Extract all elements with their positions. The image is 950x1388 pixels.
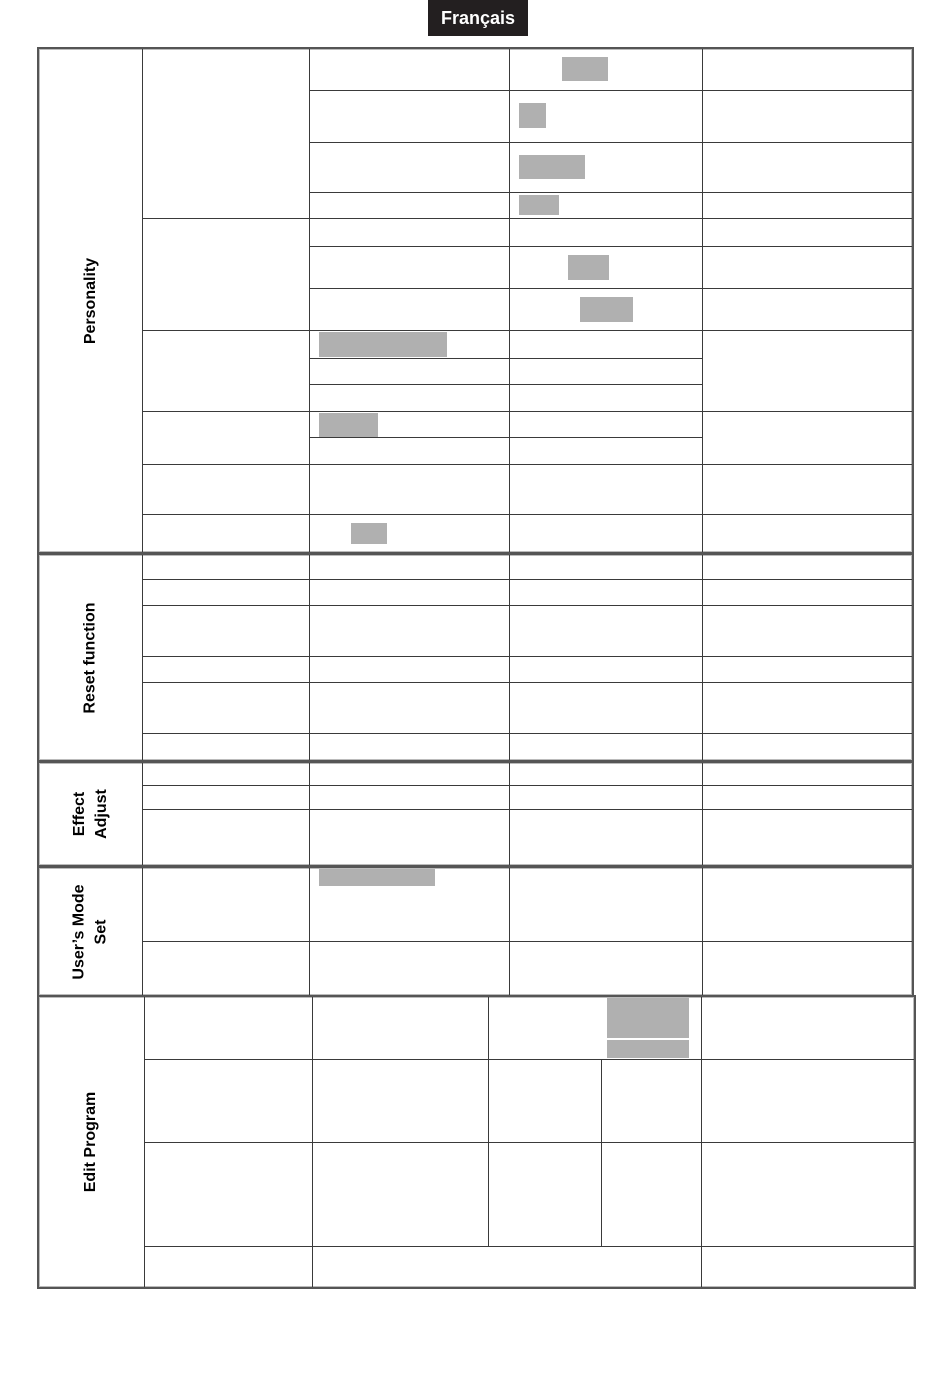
section-label-effect-adjust: Effect Adjust bbox=[71, 789, 110, 839]
row-divider bbox=[310, 437, 703, 438]
redaction-block bbox=[519, 103, 546, 128]
users-mode-set-table bbox=[37, 866, 914, 997]
row-divider bbox=[143, 514, 912, 515]
row-divider bbox=[143, 809, 912, 810]
row-divider bbox=[143, 605, 912, 606]
section-label-edit-program: Edit Program bbox=[82, 1091, 99, 1193]
col-divider bbox=[509, 555, 510, 760]
col-divider bbox=[142, 763, 143, 865]
col-divider bbox=[509, 49, 510, 552]
col-divider bbox=[309, 763, 310, 865]
col-divider bbox=[702, 49, 703, 552]
row-divider bbox=[143, 579, 912, 580]
row-divider bbox=[145, 1246, 914, 1247]
row-divider bbox=[143, 785, 912, 786]
col-divider bbox=[601, 1059, 602, 1246]
col-divider bbox=[142, 49, 143, 552]
redaction-block bbox=[568, 255, 609, 280]
redaction-block bbox=[519, 195, 559, 215]
section-label-users-mode: User’s Mode Set bbox=[70, 883, 110, 980]
row-divider bbox=[143, 411, 912, 412]
redaction-block bbox=[319, 332, 447, 357]
language-label: Français bbox=[440, 7, 516, 28]
col-divider bbox=[509, 868, 510, 995]
redaction-block bbox=[319, 413, 378, 437]
row-divider bbox=[143, 218, 912, 219]
reset-function-table bbox=[37, 553, 914, 762]
row-divider bbox=[310, 142, 912, 143]
personality-table bbox=[37, 47, 914, 554]
row-divider bbox=[310, 90, 912, 91]
edit-program-table bbox=[37, 995, 916, 1289]
col-divider bbox=[142, 555, 143, 760]
col-divider bbox=[309, 49, 310, 552]
language-badge bbox=[428, 0, 528, 36]
redaction-block bbox=[580, 297, 633, 322]
row-divider bbox=[143, 330, 912, 331]
section-label-personality: Personality bbox=[81, 257, 99, 344]
redaction-block bbox=[562, 57, 608, 81]
row-divider bbox=[145, 1142, 914, 1143]
row-divider bbox=[143, 464, 912, 465]
row-divider bbox=[143, 656, 912, 657]
row-divider bbox=[310, 246, 912, 247]
col-divider bbox=[309, 868, 310, 995]
redaction-block bbox=[351, 523, 387, 544]
col-divider bbox=[488, 997, 489, 1246]
col-divider bbox=[702, 868, 703, 995]
col-divider bbox=[309, 555, 310, 760]
row-divider bbox=[143, 941, 912, 942]
row-divider bbox=[310, 384, 703, 385]
col-divider bbox=[702, 555, 703, 760]
redaction-block bbox=[519, 155, 585, 179]
col-divider bbox=[509, 763, 510, 865]
col-divider bbox=[142, 868, 143, 995]
effect-adjust-table bbox=[37, 761, 914, 867]
row-divider bbox=[145, 1059, 914, 1060]
row-divider bbox=[143, 733, 912, 734]
row-divider bbox=[143, 682, 912, 683]
redaction-block bbox=[319, 869, 435, 886]
redaction-block bbox=[607, 998, 689, 1038]
section-label-reset: Reset function bbox=[82, 601, 99, 714]
redaction-block bbox=[607, 1040, 689, 1058]
col-divider bbox=[702, 763, 703, 865]
row-divider bbox=[310, 192, 912, 193]
row-divider bbox=[310, 288, 912, 289]
row-divider bbox=[310, 358, 703, 359]
